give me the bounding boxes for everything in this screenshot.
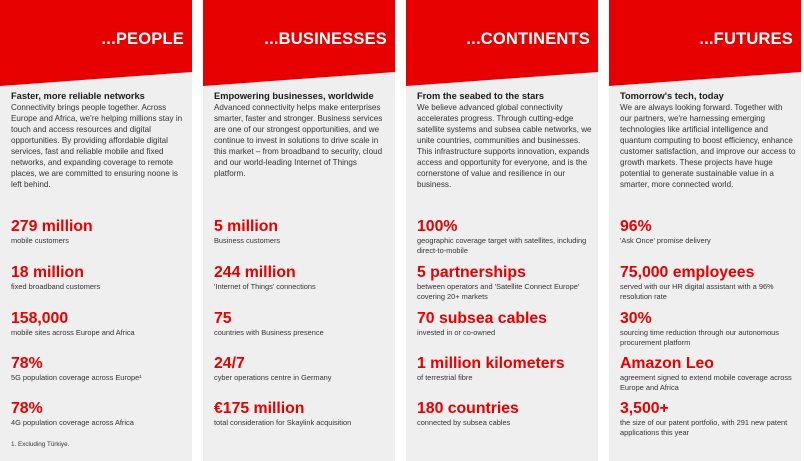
stat [417,218,597,255]
stat-label: fixed broadband customers [11,282,101,291]
card-people [0,0,192,461]
stat-value: 24/7 [214,355,245,372]
header-notch [0,72,192,86]
stat-value: Amazon Leo [620,355,714,372]
stat [11,400,191,428]
stat [417,264,597,301]
stat [214,400,394,428]
card-header [406,0,598,72]
stat-value: 78% [11,400,43,417]
card-continents [406,0,598,461]
card-description: Connectivity brings people together. Across Europe and Africa, we're helping millions stay in touch and access resources and digital opportunities. By providing affordable digital services, fast and reliable mobile and fixed networks, and expanding coverage to remote places, we are committed to ensuring noone is left behind. [11,103,183,189]
card-subtitle: Tomorrow's tech, today [620,91,724,101]
card-description: Advanced connectivity helps make enterprises smarter, faster and stronger. Business services are one of our strongest opportunities, and we continue to invest in solutions to drive scale in this market – from broadband to security, cloud and our world-leading Internet of Things platform. [214,103,383,178]
stat-label: between operators and 'Satellite Connect Europe' covering 20+ markets [417,282,580,301]
header-notch [406,72,598,86]
stat [620,400,800,437]
stat-label: 5G population coverage across Europe¹ [11,373,142,382]
stat-value: 279 million [11,218,93,235]
stat-value: 1 million kilometers [417,355,565,372]
card-title: ...FUTURES [699,30,793,48]
header-notch [203,72,395,86]
stat-value: 30% [620,310,652,327]
stat [620,355,800,392]
stat-value: 5 partnerships [417,264,526,281]
stat-value: 180 countries [417,400,519,417]
stat-value: €175 million [214,400,305,417]
stat [11,310,191,338]
stat-value: 5 million [214,218,279,235]
card-description: We are always looking forward. Together with our partners, we're harnessing emerging technologies like artificial intelligence and quantum computing to boost efficiency, enhance customer satisfaction, and improve our access to growth markets. These projects have huge potential to generate sustainable value in a smarter, more connected world. [620,103,796,189]
stat [214,310,394,338]
stat-label: the size of our patent portfolio, with 291 new patent applications this year [620,418,788,437]
card-title: ...CONTINENTS [466,30,590,48]
stat [11,264,191,292]
card-header [609,0,801,72]
stat-label: countries with Business presence [214,328,324,337]
footnote: 1. Excluding Türkiye. [11,441,70,448]
card-header [203,0,395,72]
stat-value: 244 million [214,264,296,281]
stat-label: sourcing time reduction through our autonomous procurement platform [620,328,779,347]
stat [11,218,191,246]
stat [620,310,800,347]
stat [214,264,394,292]
card-subtitle: From the seabed to the stars [417,91,545,101]
stat [620,218,800,246]
stat-value: 158,000 [11,310,69,327]
stat [417,310,597,338]
stat-label: served with our HR digital assistant with a 96% resolution rate [620,282,774,301]
stat-value: 75 [214,310,232,327]
stat-label: mobile customers [11,236,69,245]
stat-label: connected by subsea cables [417,418,511,427]
stat-value: 96% [620,218,652,235]
stat [417,355,597,383]
stat-label: agreement signed to extend mobile coverage across Europe and Africa [620,373,792,392]
stat-value: 18 million [11,264,84,281]
stat-label: Business customers [214,236,281,245]
stat-label: 'Internet of Things' connections [214,282,316,291]
stat [214,218,394,246]
stat-label: total consideration for Skaylink acquisition [214,418,352,427]
stat-label: 'Ask Once' promise delivery [620,236,711,245]
stat-value: 3,500+ [620,400,669,417]
stat [11,355,191,383]
stat-value: 75,000 employees [620,264,755,281]
card-title: ...PEOPLE [101,30,184,48]
card-description: We believe advanced global connectivity accelerates progress. Through cutting-edge satellite systems and subsea cable networks, we unite countries, communities and businesses. This infrastructure supports innovation, expands access and opportunity for everyone, and is the cornerstone of value and resilience in our business. [417,103,592,189]
card-businesses [203,0,395,461]
header-notch [609,72,801,86]
card-subtitle: Empowering businesses, worldwide [214,91,374,101]
stat [214,355,394,383]
stat-value: 70 subsea cables [417,310,547,327]
card-futures [609,0,801,461]
stat-label: 4G population coverage across Africa [11,418,134,427]
stat-label: geographic coverage target with satellites, including direct-to-mobile [417,236,587,255]
stat-value: 100% [417,218,458,235]
stat [417,400,597,428]
card-subtitle: Faster, more reliable networks [11,91,145,101]
stat-label: of terrestrial fibre [417,373,473,382]
card-header [0,0,192,72]
card-title: ...BUSINESSES [264,30,387,48]
stat-value: 78% [11,355,43,372]
stat-label: mobile sites across Europe and Africa [11,328,135,337]
stat-label: invested in or co-owned [417,328,496,337]
stat-label: cyber operations centre in Germany [214,373,332,382]
stat [620,264,800,301]
